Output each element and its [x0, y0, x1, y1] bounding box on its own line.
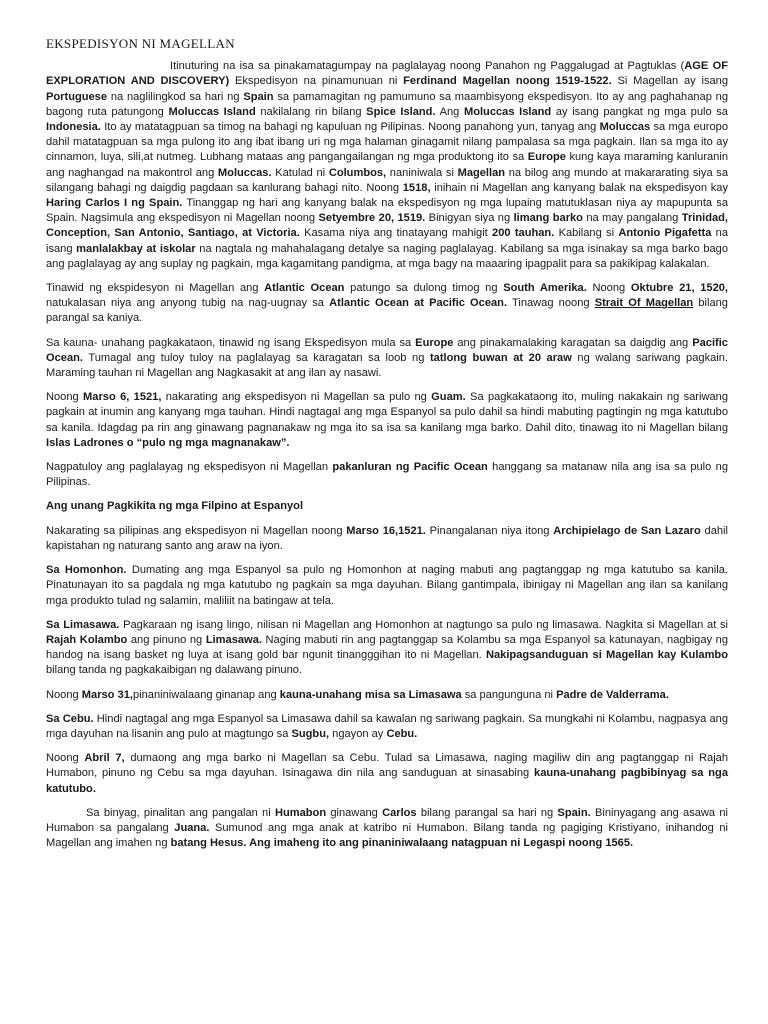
text-run: Tinanggap ng hari ang kanyang balak na ekspedisyon ng mga lupaing matutuklasan niya ay mapupunta sa Spain. Nagsimula ang ekspedisyon ni Magellan noong — [46, 197, 728, 225]
text-run: Binigyan siya ng — [425, 212, 514, 225]
text-run: Kasama niya ang tinatayang mahigit — [299, 227, 493, 240]
text-run-bold: kauna-unahang misa sa Limasawa — [279, 688, 462, 701]
text-run-bold: Limasawa. — [205, 633, 262, 646]
text-run-bold: Spain — [243, 90, 274, 103]
text-run-bold: Sugbu, — [291, 727, 330, 740]
text-run-bold: Oktubre 21, 1520, — [630, 282, 728, 295]
text-run: ang pinakamalaking karagatan sa daigdig ang — [453, 336, 693, 349]
text-run: Dumating ang mga Espanyol sa pulo ng Homonhon at naging mabuti ang pagtanggap ng mga katutubo sa kanila. Pinatunayan ito sa pagdala ng mga katutubo ng pagkain sa mga dayuhan. Bilang gantimpala, ibinigay ni Magellan ang ilan sa kanilang mga produkto tulad ng salamin, maliliit na batingaw at tela. — [46, 564, 728, 607]
text-run: Hindi nagtagal ang mga Espanyol sa Limasawa dahil sa kawalan ng sariwang pagkain. Sa mungkahi ni Kolambu, nagpasya ang mga dayuhan na lisanin ang pulo at magtungo sa — [46, 712, 728, 740]
text-run-bold: Trinidad, Conception, San Antonio, Santiago, at Victoria. — [46, 212, 729, 240]
text-run: Bininyagang ang asawa ni Humabon sa pangalang — [46, 806, 728, 834]
paragraph-pacific — [46, 336, 728, 382]
text-run-bold: Padre de Valderrama. — [556, 688, 669, 701]
text-run: nakarating ang ekspedisyon ni Magellan sa pulo ng — [161, 391, 432, 404]
text-run-bold: Sa Homonhon. — [46, 564, 127, 577]
text-run-bold: Sa Cebu. — [46, 712, 94, 725]
paragraph-homonhon — [46, 563, 728, 609]
text-run: Nagpatuloy ang paglalayag ng ekspedisyon ni Magellan — [46, 461, 333, 474]
text-run: Tinawag noong — [507, 297, 595, 310]
text-run-bold: Moluccas Island — [463, 105, 552, 118]
paragraph-guam — [46, 390, 728, 451]
text-run: hanggang sa matanaw nila ang isa sa pulo ng Pilipinas. — [46, 461, 728, 489]
text-run-bold: Ang imaheng ito ang pinaniniwalaang natagpuan ni Legaspi noong 1565. — [246, 837, 634, 850]
paragraph-westward — [46, 460, 728, 490]
text-run-bold: Moluccas. — [217, 166, 272, 179]
text-run: na nagtala ng mahahalagang detalye sa naging paglalayag. Kabilang sa mga isinakay sa mga barko bago ang paglalayag ay ang suplay ng pagkain, mga kagamitang pandigma, at mga bagy na maaaring ipagpalit para sa pakikipag kalakalan. — [46, 242, 728, 270]
text-run: ng walang sariwang pagkain. Maraming tauhan ni Magellan ang Nagkasakit at ang ilan ay nasawi. — [46, 351, 729, 380]
text-run-bold-underline: Strait Of Magellan — [594, 297, 694, 310]
text-run-bold: Columbos, — [328, 166, 387, 179]
text-run: Tinawid ng ekspidesyon ni Magellan ang — [46, 282, 265, 295]
text-run-bold: Archipielago de San Lazaro — [553, 524, 701, 537]
text-run-bold: Magellan — [457, 166, 506, 179]
paragraph-cebu — [46, 712, 728, 742]
text-run: ay isang pangkat ng mga pulo sa — [551, 105, 728, 118]
text-run: bilang parangal sa kaniya. — [46, 297, 728, 325]
text-run-bold: 200 tauhan. — [492, 227, 555, 240]
text-run: Katulad ni — [271, 166, 329, 179]
text-run-bold: Antonio Pigafetta — [618, 227, 712, 240]
text-run: sa pangunguna ni — [461, 688, 557, 701]
text-run: Noong — [46, 688, 82, 701]
text-run: na bilog ang mundo at makararating siya sa silangang bahagi ng daigdig pagdaan sa kanlurang bahagi nito. Noong — [46, 166, 728, 194]
text-run-bold: Marso 31, — [81, 688, 133, 701]
text-run: Si Magellan ay isang — [611, 75, 729, 88]
text-run-bold: Marso 16,1521. — [346, 524, 426, 537]
text-run: Sa pagkakataong ito, muling nakakain ng sariwang pagkain at inumin ang kanyang mga tauhan. Hindi nagtagal ang mga Espanyol sa pulo dahil sa hindi mabuting pagtingin ng mga katutubo sa kanila. Idagdag pa rin ang ginawang pagnanakaw ng mga ito sa isa sa kanilang mga barko. Dahil dito, tinawag ito ni Magellan bilang — [46, 391, 728, 434]
text-run-bold: manlalakbay at iskolar — [76, 242, 196, 255]
text-run: Sa binyag, pinalitan ang pangalan ni — [86, 806, 275, 819]
text-run-bold: Spain. — [557, 806, 591, 819]
document-title: EKSPEDISYON NI MAGELLAN — [46, 36, 235, 51]
text-run-bold: Marso 6, 1521, — [83, 391, 162, 404]
text-run-bold: Abril 7, — [84, 752, 125, 765]
text-run: ginawang — [326, 806, 383, 819]
text-run-bold: Rajah Kolambo — [46, 633, 128, 646]
text-run: na may pangalang — [582, 212, 682, 225]
text-run: Noong — [586, 282, 631, 295]
text-run: naniniwala si — [386, 166, 458, 179]
text-run: sa mga europo dahil matatagpuan sa mga pulong ito ang ibat ibang uri ng mga halaman ginagamit nilang pampalasa sa mga pagkain. Ilan sa mga ito ay cinnamon, luya, sili,at nutmeg. Lubhang mataas ang pangangailangan ng mga produktong ito sa — [46, 121, 728, 164]
text-run: dumaong ang mga barko ni Magellan sa Cebu. Tulad sa Limasawa, naging magiliw din ang pagtanggap ni Rajah Humabon, pinuno ng Cebu sa mga dayuhan. Isinagawa din nila ang sanduguan at sinasabing — [46, 752, 729, 780]
text-run: Noong — [46, 391, 84, 404]
paragraph-intro — [46, 59, 728, 272]
paragraph-atlantic — [46, 281, 728, 327]
text-run: Ito ay matatagpuan sa timog na bahagi ng kapuluan ng Pilipinas. Noong panahong yun, tanyag ang — [100, 121, 600, 134]
text-run-bold: Humabon — [274, 806, 327, 819]
section-heading — [46, 499, 728, 514]
text-run: natukalasan niya ang anyong tubig na nag-uugnay sa — [46, 297, 330, 310]
text-run-bold: Atlantic Ocean — [264, 282, 345, 295]
text-run: na isang — [46, 227, 729, 255]
text-run: na naglilingkod sa hari ng — [107, 90, 244, 103]
text-run-bold: Pacific Ocean. — [46, 336, 728, 364]
text-run: kung kaya maraming kanluranin ang naghangad na makontrol ang — [46, 151, 728, 179]
text-run: pinaniniwalaang ginanap ang — [132, 688, 280, 701]
text-run: Nakarating sa pilipinas ang ekspedisyon ni Magellan noong — [46, 524, 347, 537]
text-run-bold: Cebu. — [386, 727, 418, 740]
section-heading-text: Ang unang Pagkikita ng mga Filpino at Espanyol — [46, 500, 304, 513]
document-page — [46, 36, 728, 860]
text-run: Sumunod ang mga anak at katribo ni Humabon. Bilang tanda ng pagiging Kristiyano, inihandog ni Magellan ang imahen ng — [46, 821, 729, 850]
text-run-bold: Ferdinand Magellan noong 1519-1522. — [403, 75, 612, 88]
text-run-bold: Moluccas Island — [168, 105, 256, 118]
text-run: ngayon ay — [329, 727, 387, 740]
text-run-bold: Nakipagsanduguan si Magellan kay Kulambo — [485, 649, 728, 662]
paragraph-arrival — [46, 524, 728, 554]
text-run: Pinangalanan niya itong — [425, 524, 554, 537]
text-run-bold: Spice Island. — [366, 105, 436, 118]
text-run-bold: AGE OF EXPLORATION AND DISCOVERY) — [46, 60, 728, 88]
text-run-bold: kauna-unahang pagbibinyag sa nga katutubo. — [46, 767, 728, 795]
text-run: sa pamamagitan ng pamumuno sa maambisyong ekspedisyon. Ito ay ang paghahanap ng bagong ruta patungong — [46, 90, 729, 118]
text-run: bilang tanda ng pagkakaibigan ng dalawang pinuno. — [46, 664, 302, 677]
text-run: Ekspedisyon na pinamunuan ni — [229, 75, 404, 88]
text-run-bold: Indonesia. — [46, 121, 101, 134]
text-run: ang pinuno ng — [127, 633, 206, 646]
text-run: Kabilang si — [554, 227, 619, 240]
text-run: Pagkaraan ng isang lingo, nilisan ni Magellan ang Homonhon at nagtungo sa pulo ng limasawa. Nagkita si Magellan at si — [119, 618, 729, 631]
text-run-bold: Europe — [415, 336, 454, 349]
text-run-bold: Europe — [527, 151, 566, 164]
text-run-bold: Haring Carlos I ng Spain. — [46, 197, 183, 210]
text-run-bold: batang Hesus. — [170, 837, 247, 850]
text-run-bold: Atlantic Ocean at Pacific Ocean. — [329, 297, 508, 310]
text-run-bold: Portuguese — [46, 90, 108, 103]
paragraph-first-mass — [46, 688, 728, 703]
text-run-bold: Guam. — [431, 391, 466, 404]
text-run-bold: tatlong buwan at 20 araw — [429, 351, 572, 364]
text-run-bold: limang barko — [513, 212, 583, 225]
text-run: patungo sa dulong timog ng — [344, 282, 504, 295]
text-run: dahil kapistahan ng naturang santo ang araw na iyon. — [46, 524, 728, 552]
text-run: Noong — [46, 752, 85, 765]
text-run: Tumagal ang tuloy tuloy na paglalayag sa karagatan sa loob ng — [83, 351, 430, 364]
text-run: inihain ni Magellan ang kanyang balak na ekspedisyon kay — [430, 181, 729, 194]
text-run: Sa kauna- unahang pagkakataon, tinawid ng isang Ekspedisyon mula sa — [46, 336, 416, 349]
text-run-bold: Setyembre 20, 1519. — [318, 212, 426, 225]
paragraph-limasawa — [46, 618, 728, 679]
text-run: Ang — [435, 105, 464, 118]
text-run: nakilalang rin bilang — [255, 105, 367, 118]
text-run-bold: Sa Limasawa. — [46, 618, 120, 631]
text-run: Itinuturing na isa sa pinakamatagumpay na paglalayag noong Panahon ng Paggalugad at Pagtuklas ( — [170, 60, 685, 73]
text-run-bold: Carlos — [382, 806, 417, 819]
text-run: Naging mabuti rin ang pagtanggap sa Kolambu sa mga Espanyol sa katunayan, nagbigay ng handog na isang basket ng luya at isang gold bar ngunit tinangggihan ito ni Magellan. — [46, 633, 729, 662]
text-run: bilang parangal sa hari ng — [416, 806, 558, 819]
paragraph-april — [46, 751, 728, 797]
text-run-bold: Juana. — [174, 821, 210, 834]
paragraph-baptism — [46, 806, 728, 852]
text-run-bold: Islas Ladrones o “pulo ng mga magnanakaw”. — [46, 436, 290, 449]
text-run-bold: Moluccas — [599, 121, 651, 134]
text-run-bold: 1518, — [402, 181, 431, 194]
text-run-bold: South Amerika. — [503, 282, 587, 295]
text-run-bold: pakanluran ng Pacific Ocean — [332, 461, 488, 474]
